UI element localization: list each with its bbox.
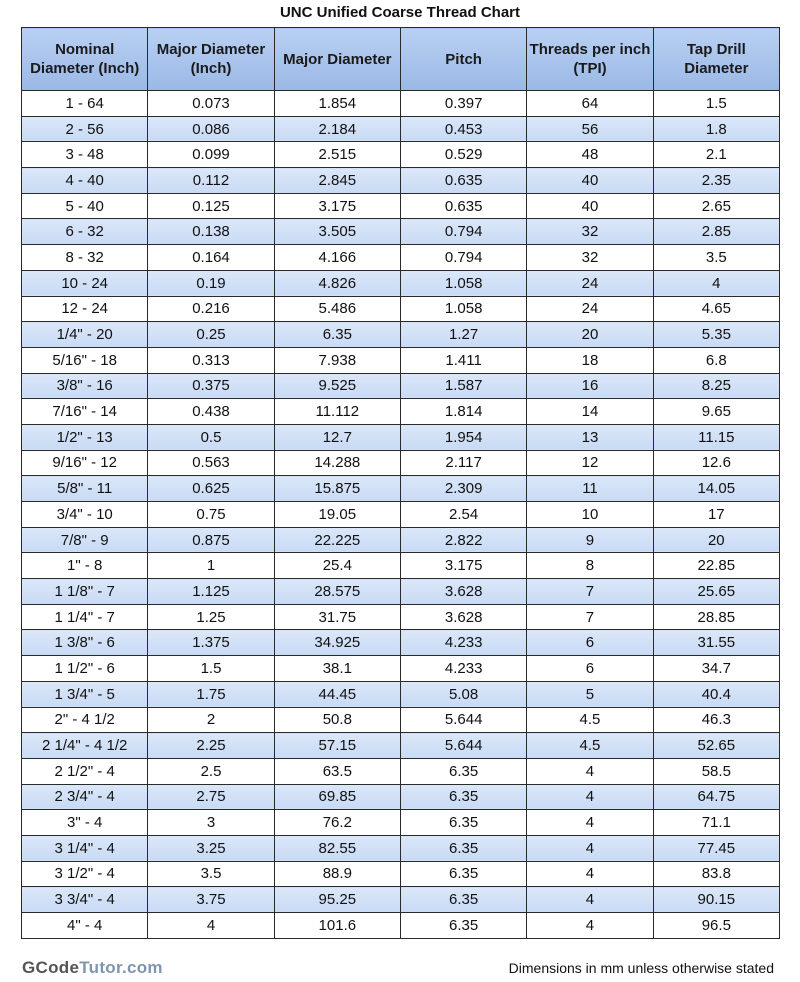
table-cell: 6.8 [653,347,779,373]
table-cell: 20 [653,527,779,553]
brand-logo [22,958,163,978]
table-row [22,527,780,553]
table-row [22,245,780,271]
table-cell: 0.438 [148,399,274,425]
table-cell: 4 [148,913,274,939]
table-row [22,810,780,836]
table-row [22,553,780,579]
table-cell: 2 3/4" - 4 [22,784,148,810]
table-cell: 28.85 [653,604,779,630]
table-row [22,296,780,322]
col-nominal-diameter: Nominal Diameter (Inch) [22,28,148,91]
table-cell: 57.15 [274,733,400,759]
table-cell: 38.1 [274,656,400,682]
table-cell: 0.625 [148,476,274,502]
table-row [22,168,780,194]
table-cell: 9.525 [274,373,400,399]
table-cell: 1 - 64 [22,91,148,117]
table-cell: 4 [527,835,653,861]
table-row [22,656,780,682]
table-cell: 58.5 [653,758,779,784]
table-cell: 2.309 [400,476,526,502]
table-cell: 9/16" - 12 [22,450,148,476]
table-cell: 1.058 [400,270,526,296]
table-cell: 1.375 [148,630,274,656]
table-row [22,733,780,759]
table-cell: 32 [527,219,653,245]
table-cell: 0.453 [400,116,526,142]
table-cell: 8 - 32 [22,245,148,271]
table-cell: 4.5 [527,707,653,733]
table-cell: 2 [148,707,274,733]
table-cell: 7.938 [274,347,400,373]
header-row [22,28,780,91]
table-cell: 18 [527,347,653,373]
table-cell: 1.125 [148,579,274,605]
table-cell: 3.25 [148,835,274,861]
table-row [22,476,780,502]
table-cell: 17 [653,502,779,528]
table-cell: 2.117 [400,450,526,476]
table-cell: 77.45 [653,835,779,861]
table-cell: 3 [148,810,274,836]
table-cell: 12 - 24 [22,296,148,322]
table-cell: 16 [527,373,653,399]
table-cell: 4.5 [527,733,653,759]
table-cell: 1.058 [400,296,526,322]
table-row [22,373,780,399]
table-cell: 90.15 [653,887,779,913]
table-cell: 4 [653,270,779,296]
table-cell: 1 1/2" - 6 [22,656,148,682]
table-cell: 2.1 [653,142,779,168]
table-cell: 6.35 [400,887,526,913]
table-row [22,142,780,168]
table-cell: 0.397 [400,91,526,117]
table-cell: 3.175 [274,193,400,219]
table-cell: 0.875 [148,527,274,553]
table-cell: 8.25 [653,373,779,399]
table-cell: 31.55 [653,630,779,656]
table-cell: 2.822 [400,527,526,553]
table-cell: 2.5 [148,758,274,784]
table-cell: 14.288 [274,450,400,476]
table-cell: 5.486 [274,296,400,322]
units-note: Dimensions in mm unless otherwise stated [508,960,774,976]
table-cell: 25.4 [274,553,400,579]
table-cell: 50.8 [274,707,400,733]
table-cell: 7/8" - 9 [22,527,148,553]
table-cell: 4" - 4 [22,913,148,939]
table-cell: 1.5 [148,656,274,682]
table-row [22,707,780,733]
table-cell: 7 [527,604,653,630]
table-cell: 1.954 [400,424,526,450]
table-cell: 5/8" - 11 [22,476,148,502]
table-row [22,116,780,142]
table-cell: 1.587 [400,373,526,399]
table-cell: 0.75 [148,502,274,528]
table-cell: 2.515 [274,142,400,168]
table-row [22,270,780,296]
table-cell: 0.125 [148,193,274,219]
table-cell: 1/4" - 20 [22,322,148,348]
table-row [22,913,780,939]
table-cell: 24 [527,296,653,322]
table-row [22,887,780,913]
table-cell: 4 [527,887,653,913]
table-cell: 0.25 [148,322,274,348]
thread-table [21,27,780,939]
table-cell: 0.073 [148,91,274,117]
table-cell: 71.1 [653,810,779,836]
table-row [22,322,780,348]
table-cell: 0.164 [148,245,274,271]
table-cell: 64.75 [653,784,779,810]
table-cell: 32 [527,245,653,271]
table-cell: 3 - 48 [22,142,148,168]
table-cell: 3/8" - 16 [22,373,148,399]
chart-title: UNC Unified Coarse Thread Chart [279,4,521,21]
table-cell: 0.216 [148,296,274,322]
table-cell: 12 [527,450,653,476]
table-cell: 2.75 [148,784,274,810]
table-cell: 6.35 [400,835,526,861]
table-cell: 40 [527,168,653,194]
table-cell: 2 - 56 [22,116,148,142]
table-cell: 2.25 [148,733,274,759]
table-cell: 22.225 [274,527,400,553]
brand-part2: Tutor.com [79,958,163,977]
table-cell: 1" - 8 [22,553,148,579]
table-cell: 5 [527,681,653,707]
table-row [22,347,780,373]
table-row [22,399,780,425]
table-cell: 95.25 [274,887,400,913]
table-cell: 2.35 [653,168,779,194]
table-cell: 4 [527,810,653,836]
table-cell: 13 [527,424,653,450]
table-cell: 0.19 [148,270,274,296]
table-cell: 0.112 [148,168,274,194]
table-cell: 1.8 [653,116,779,142]
table-cell: 40 [527,193,653,219]
table-cell: 6 [527,656,653,682]
table-cell: 0.794 [400,219,526,245]
table-cell: 3.5 [148,861,274,887]
table-cell: 14.05 [653,476,779,502]
table-cell: 1.854 [274,91,400,117]
table-cell: 5.644 [400,707,526,733]
table-cell: 0.794 [400,245,526,271]
table-cell: 4 - 40 [22,168,148,194]
table-cell: 0.563 [148,450,274,476]
table-cell: 24 [527,270,653,296]
table-cell: 6 [527,630,653,656]
table-cell: 15.875 [274,476,400,502]
table-row [22,861,780,887]
table-cell: 0.086 [148,116,274,142]
table-cell: 0.529 [400,142,526,168]
table-cell: 1 3/4" - 5 [22,681,148,707]
col-tpi: Threads per inch (TPI) [527,28,653,91]
table-cell: 5 - 40 [22,193,148,219]
table-row [22,758,780,784]
table-cell: 69.85 [274,784,400,810]
table-row [22,681,780,707]
table-cell: 2.85 [653,219,779,245]
table-row [22,835,780,861]
table-cell: 5.35 [653,322,779,348]
table-cell: 63.5 [274,758,400,784]
table-row [22,784,780,810]
table-cell: 0.5 [148,424,274,450]
table-cell: 4.233 [400,630,526,656]
table-cell: 44.45 [274,681,400,707]
table-cell: 2.845 [274,168,400,194]
table-row [22,502,780,528]
table-cell: 96.5 [653,913,779,939]
table-cell: 3.628 [400,579,526,605]
table-cell: 0.099 [148,142,274,168]
table-cell: 83.8 [653,861,779,887]
table-cell: 12.6 [653,450,779,476]
table-cell: 5.08 [400,681,526,707]
table-cell: 4 [527,784,653,810]
table-cell: 6.35 [400,758,526,784]
table-row [22,579,780,605]
table-cell: 4.826 [274,270,400,296]
table-cell: 1 [148,553,274,579]
table-cell: 76.2 [274,810,400,836]
table-cell: 2 1/4" - 4 1/2 [22,733,148,759]
table-cell: 11.112 [274,399,400,425]
table-cell: 0.375 [148,373,274,399]
table-cell: 6.35 [400,810,526,836]
table-cell: 1 3/8" - 6 [22,630,148,656]
table-row [22,604,780,630]
table-cell: 0.313 [148,347,274,373]
table-cell: 4 [527,913,653,939]
table-cell: 0.635 [400,193,526,219]
col-pitch: Pitch [400,28,526,91]
table-cell: 3/4" - 10 [22,502,148,528]
table-cell: 10 [527,502,653,528]
table-cell: 34.7 [653,656,779,682]
table-cell: 6.35 [400,861,526,887]
table-cell: 7 [527,579,653,605]
table-cell: 0.138 [148,219,274,245]
table-cell: 8 [527,553,653,579]
table-cell: 3.5 [653,245,779,271]
table-cell: 6.35 [274,322,400,348]
col-major-diameter-mm: Major Diameter [274,28,400,91]
table-cell: 25.65 [653,579,779,605]
table-row [22,424,780,450]
table-cell: 22.85 [653,553,779,579]
table-cell: 1.25 [148,604,274,630]
table-cell: 4 [527,758,653,784]
table-cell: 11 [527,476,653,502]
table-cell: 52.65 [653,733,779,759]
table-cell: 101.6 [274,913,400,939]
table-cell: 2.54 [400,502,526,528]
brand-part1: GCode [22,958,80,977]
table-cell: 3 1/2" - 4 [22,861,148,887]
table-cell: 1.411 [400,347,526,373]
table-cell: 4.166 [274,245,400,271]
table-cell: 3.175 [400,553,526,579]
table-cell: 19.05 [274,502,400,528]
table-row [22,91,780,117]
table-cell: 88.9 [274,861,400,887]
table-cell: 4.65 [653,296,779,322]
table-cell: 11.15 [653,424,779,450]
table-cell: 56 [527,116,653,142]
table-cell: 6 - 32 [22,219,148,245]
table-cell: 6.35 [400,784,526,810]
table-cell: 1 1/4" - 7 [22,604,148,630]
table-cell: 9.65 [653,399,779,425]
table-cell: 3.505 [274,219,400,245]
table-cell: 5.644 [400,733,526,759]
table-cell: 2" - 4 1/2 [22,707,148,733]
table-cell: 40.4 [653,681,779,707]
col-major-diameter-inch: Major Diameter (Inch) [148,28,274,91]
table-cell: 7/16" - 14 [22,399,148,425]
table-cell: 10 - 24 [22,270,148,296]
table-cell: 6.35 [400,913,526,939]
table-cell: 2.65 [653,193,779,219]
table-cell: 46.3 [653,707,779,733]
table-cell: 1 1/8" - 7 [22,579,148,605]
table-cell: 2 1/2" - 4 [22,758,148,784]
table-row [22,193,780,219]
table-cell: 3.75 [148,887,274,913]
table-cell: 5/16" - 18 [22,347,148,373]
table-cell: 0.635 [400,168,526,194]
table-cell: 28.575 [274,579,400,605]
table-cell: 1.814 [400,399,526,425]
table-cell: 48 [527,142,653,168]
table-cell: 31.75 [274,604,400,630]
table-cell: 1.27 [400,322,526,348]
table-cell: 82.55 [274,835,400,861]
table-cell: 12.7 [274,424,400,450]
table-row [22,630,780,656]
table-cell: 1.5 [653,91,779,117]
table-cell: 14 [527,399,653,425]
table-cell: 3 3/4" - 4 [22,887,148,913]
col-tap-drill: Tap Drill Diameter [653,28,779,91]
table-cell: 3 1/4" - 4 [22,835,148,861]
table-cell: 3" - 4 [22,810,148,836]
table-cell: 4 [527,861,653,887]
table-cell: 9 [527,527,653,553]
table-row [22,219,780,245]
table-cell: 2.184 [274,116,400,142]
table-cell: 3.628 [400,604,526,630]
table-cell: 34.925 [274,630,400,656]
table-cell: 20 [527,322,653,348]
table-cell: 64 [527,91,653,117]
table-cell: 4.233 [400,656,526,682]
table-cell: 1/2" - 13 [22,424,148,450]
table-row [22,450,780,476]
table-cell: 1.75 [148,681,274,707]
